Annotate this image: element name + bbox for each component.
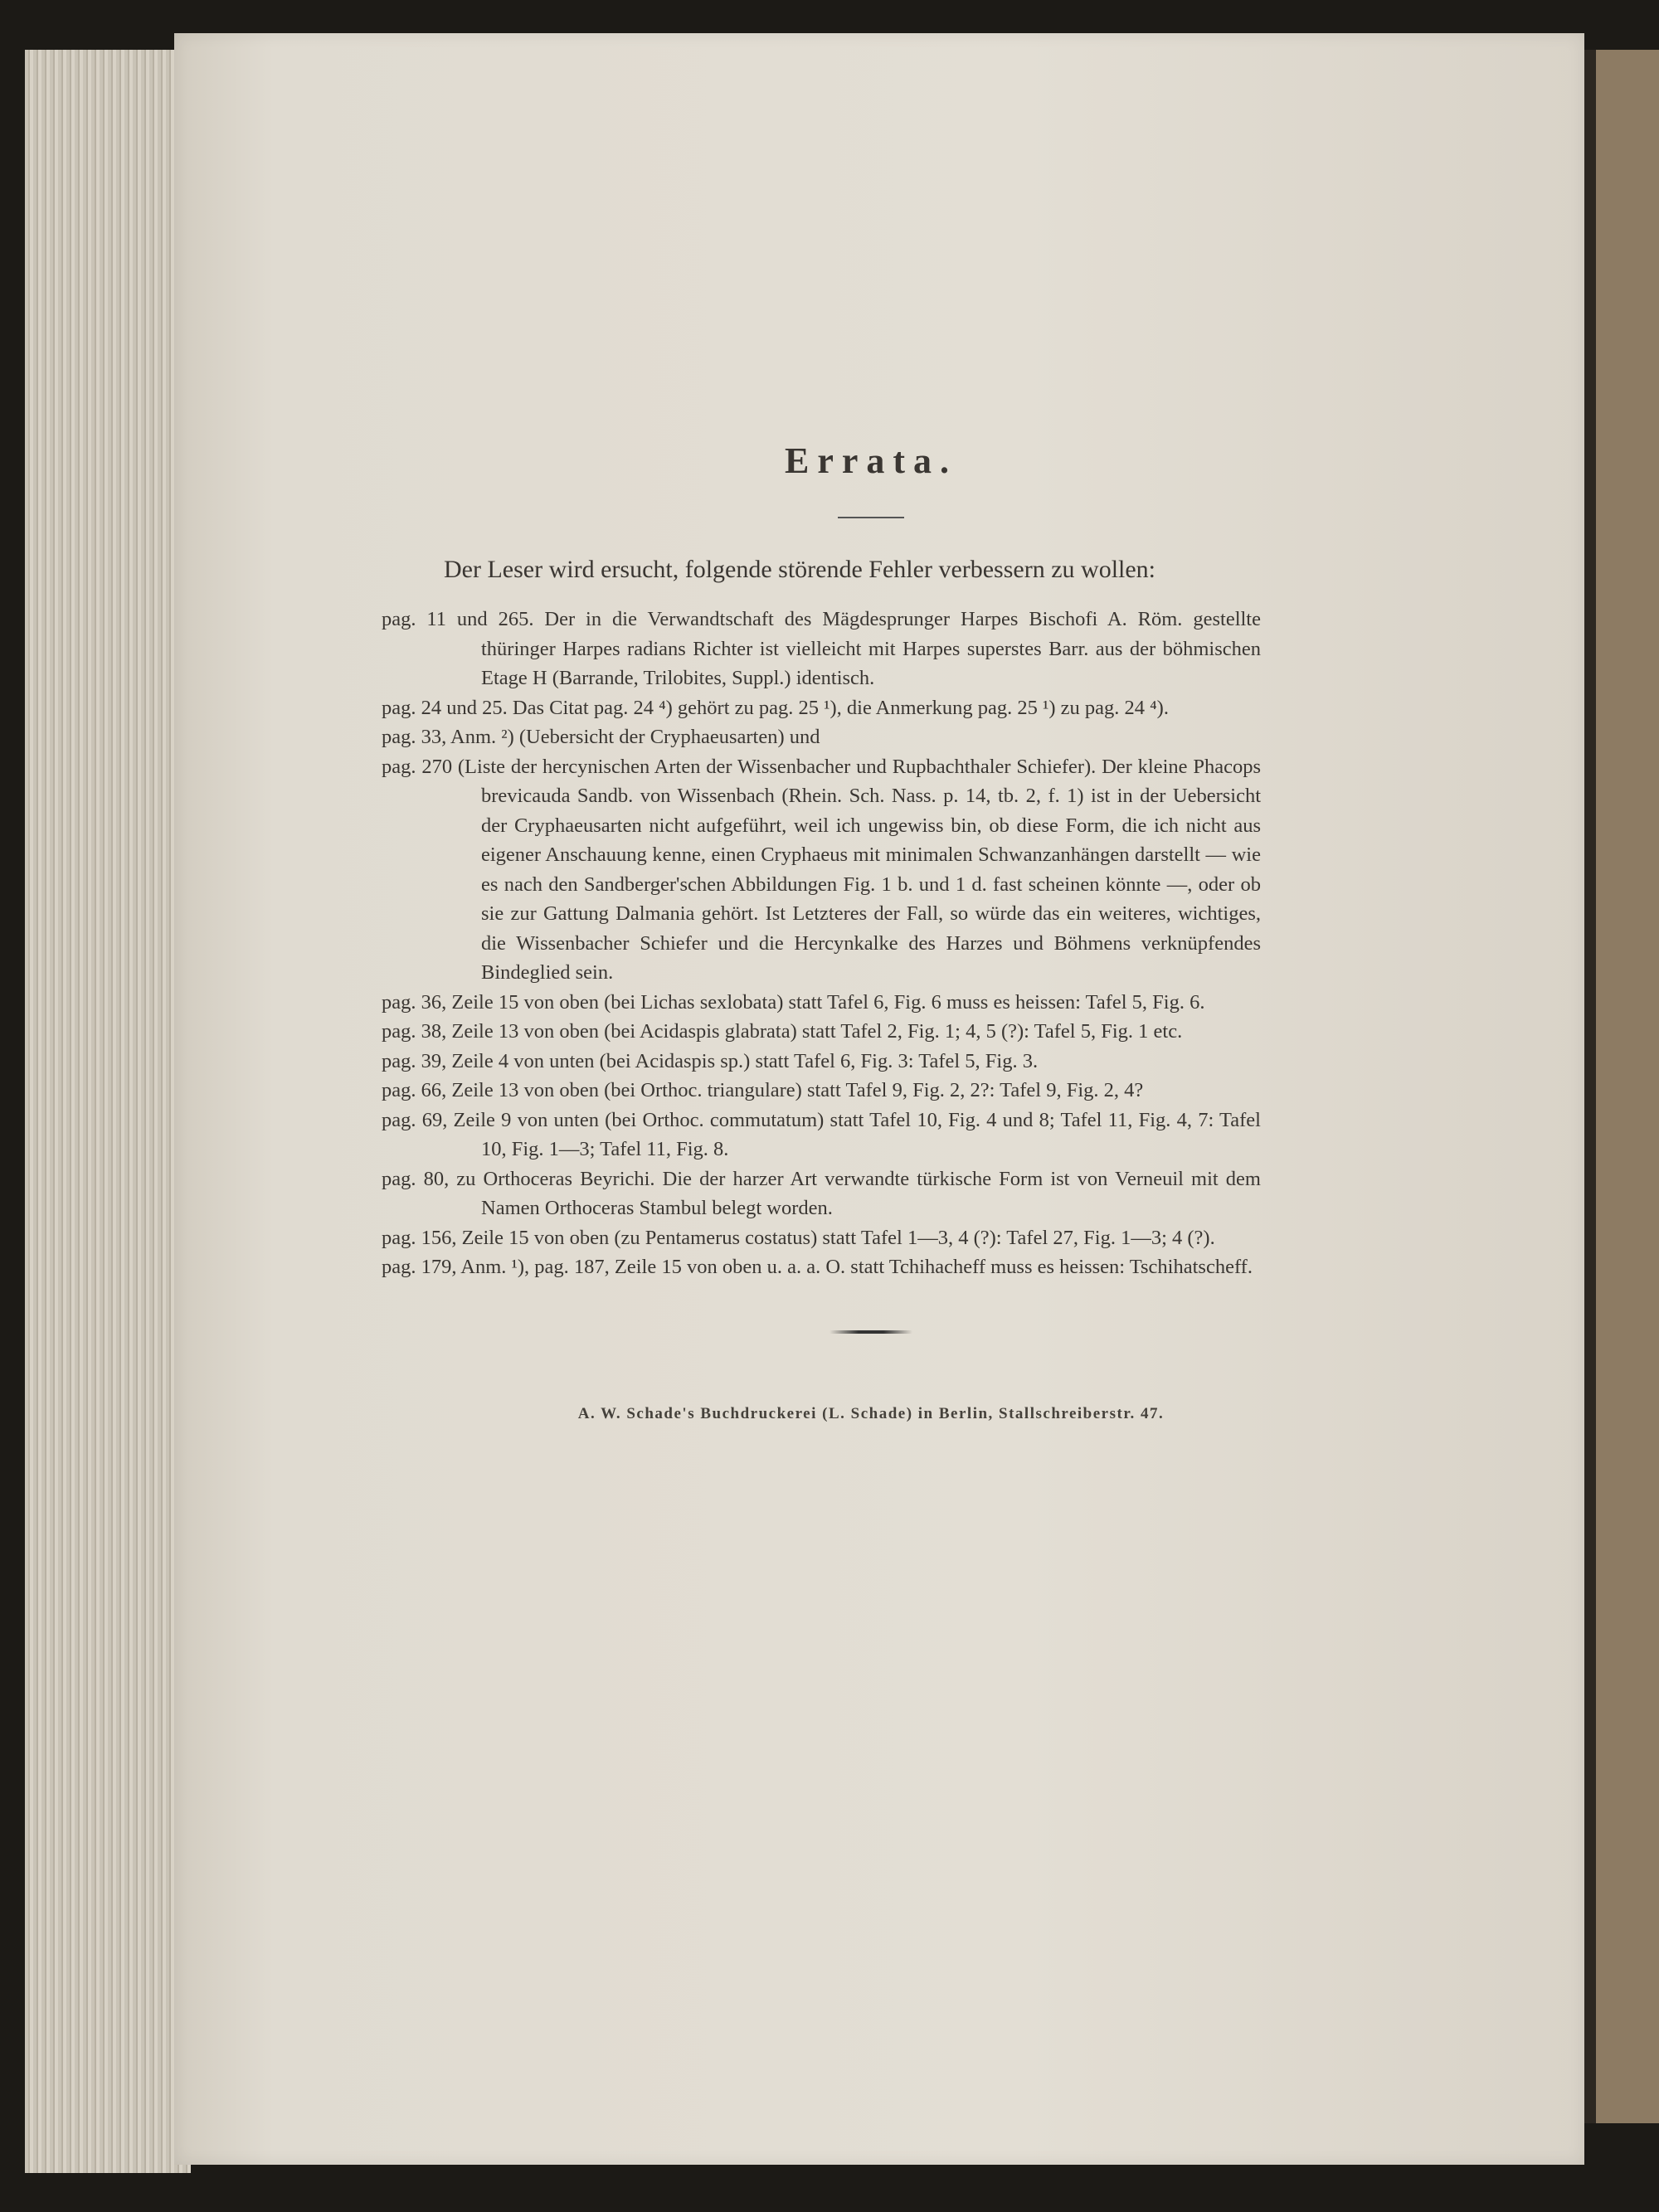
intro-paragraph: Der Leser wird ersucht, folgende störende Fehler verbessern zu wollen: [444, 556, 1156, 583]
printer-imprint: A. W. Schade's Buchdruckerei (L. Schade) in Berlin, Stallschreiberstr. 47. [577, 1404, 1165, 1422]
ornamental-rule [830, 1330, 912, 1334]
errata-entry: pag. 69, Zeile 9 von unten (bei Orthoc. commutatum) statt Tafel 10, Fig. 4 und 8; Tafel 11, Fig. 4, 7: Tafel 10, Fig. 1—3; Tafel 11, Fig. 8. [382, 1108, 1261, 1160]
errata-entry: pag. 11 und 265. Der in die Verwandtschaft des Mägdesprunger Harpes Bischofi A. Röm. gestellte thüringer Harpes radians Richter ist vielleicht mit Harpes superstes Barr. aus der böhmischen Etage H (Barrande, Trilobites, Suppl.) identisch. [382, 608, 1261, 689]
errata-entry: pag. 80, zu Orthoceras Beyrichi. Die der harzer Art verwandte türkische Form ist von Verneuil mit dem Namen Orthoceras Stambul belegt worden. [382, 1167, 1261, 1219]
title-rule [838, 517, 904, 518]
errata-entry: pag. 270 (Liste der hercynischen Arten der Wissenbacher und Rupbachthaler Schiefer). Der kleine Phacops brevicauda Sandb. von Wissenbach (Rhein. Sch. Nass. p. 14, tb. 2, f. 1) ist in der Uebersicht der Cryphaeusarten nicht aufgeführt, weil ich ungewiss bin, ob diese Form, die ich nicht aus eigener Anschauung kenne, einen Cryphaeus mit minimalen Schwanzanhängen darstellt — wie es nach den Sandberger'schen Abbildungen Fig. 1 b. und 1 d. fast scheinen könnte —, oder ob sie zur Gattung Dalmania gehört. Ist Letzteres der Fall, so würde das ein weiteres, wichtiges, die Wissenbacher Schiefer und die Hercynkalke des Harzes und Böhmens verknüpfendes Bindeglied sein. [382, 755, 1261, 984]
errata-list [382, 605, 1261, 1282]
errata-entry: pag. 36, Zeile 15 von oben (bei Lichas sexlobata) statt Tafel 6, Fig. 6 muss es heissen: Tafel 5, Fig. 6. [382, 990, 1205, 1014]
errata-entry: pag. 33, Anm. ²) (Uebersicht der Cryphaeusarten) und [382, 726, 820, 748]
page-title: Errata. [784, 440, 958, 481]
page-stack-edge [25, 50, 191, 2173]
errata-entry: pag. 66, Zeile 13 von oben (bei Orthoc. triangulare) statt Tafel 9, Fig. 2, 2?: Tafel 9, Fig. 2, 4? [382, 1079, 1144, 1101]
errata-entry: pag. 39, Zeile 4 von unten (bei Acidaspis sp.) statt Tafel 6, Fig. 3: Tafel 5, Fig. 3. [382, 1049, 1039, 1072]
book-cover-edge [1584, 50, 1659, 2123]
errata-entry: pag. 24 und 25. Das Citat pag. 24 ⁴) gehört zu pag. 25 ¹), die Anmerkung pag. 25 ¹) zu pag. 24 ⁴). [382, 696, 1169, 719]
errata-entry: pag. 38, Zeile 13 von oben (bei Acidaspis glabrata) statt Tafel 2, Fig. 1; 4, 5 (?): Tafel 5, Fig. 1 etc. [382, 1020, 1183, 1043]
errata-entry: pag. 179, Anm. ¹), pag. 187, Zeile 15 von oben u. a. a. O. statt Tchihacheff muss es heissen: Tschihatscheff. [382, 1256, 1253, 1278]
errata-content [382, 440, 1261, 1439]
errata-entry: pag. 156, Zeile 15 von oben (zu Pentamerus costatus) statt Tafel 1—3, 4 (?): Tafel 27, Fig. 1—3; 4 (?). [382, 1226, 1215, 1249]
